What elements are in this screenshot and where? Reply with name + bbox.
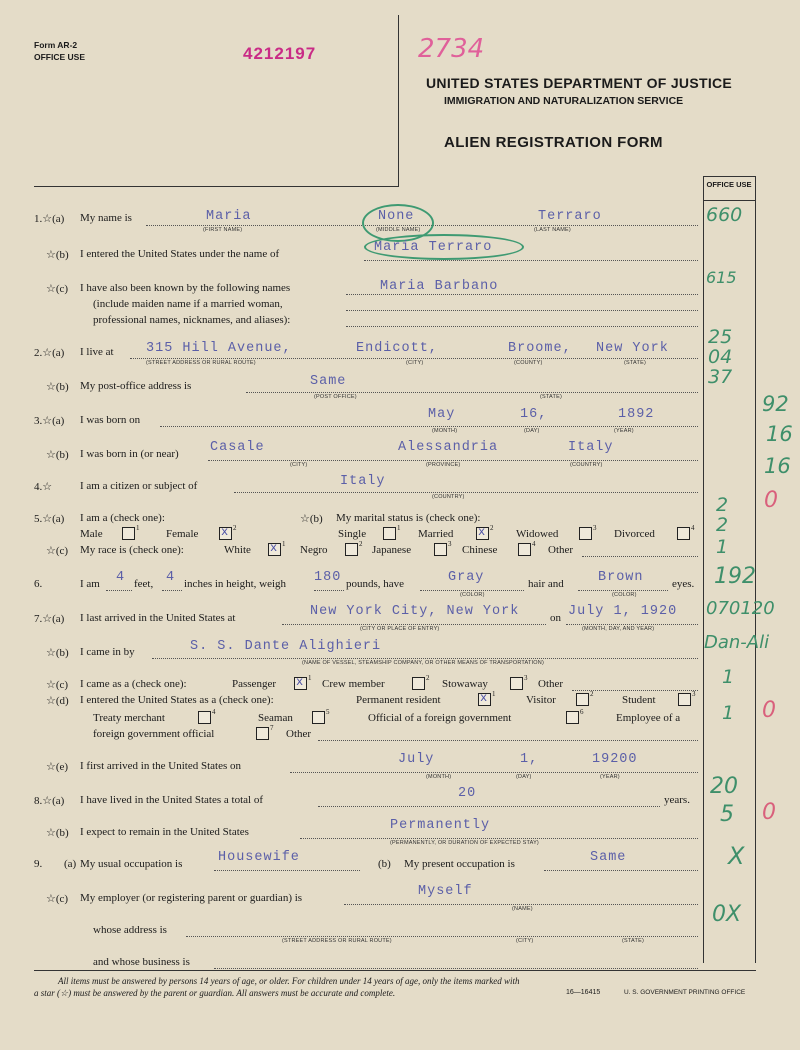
office-use-head-rule [703,200,755,201]
caption: (STATE) [622,938,644,944]
footer-printer: U. S. GOVERNMENT PRINTING OFFICE [624,989,746,996]
negro-checkbox[interactable] [345,543,358,556]
q2b-number: ☆(b) [46,381,69,393]
office-entry: 2 [716,494,729,516]
first-arrival-day: 1, [520,752,539,767]
q8a-years: years. [664,794,690,806]
divorced-checkbox[interactable] [677,527,690,540]
q5c-number: ☆(c) [46,545,69,557]
option-negro: Negro [300,544,328,556]
q7e-number: ☆(e) [46,761,69,773]
stowaway-checkbox[interactable] [510,677,523,690]
red-mark: 0 [762,698,776,723]
footer-code: 16—16415 [566,989,601,996]
option-stowaway: Stowaway [442,678,488,690]
q2a-number: 2.☆(a) [34,347,65,359]
q2b-label: My post-office address is [80,380,192,392]
q1a-number: 1.☆(a) [34,213,65,225]
q2a-label: I live at [80,346,114,358]
footer-rule [34,970,756,971]
office-entry: 615 [706,268,737,287]
q9b-sub: (b) [378,858,391,870]
q4-label: I am a citizen or subject of [80,480,198,492]
office-entry: 070120 [706,598,775,619]
caption: (YEAR) [614,428,634,434]
caption: (NAME) [512,906,533,912]
first-name: Maria [206,209,252,224]
chinese-checkbox[interactable] [518,543,531,556]
margin-entry: 16 [764,454,791,478]
check-mark: x [221,525,229,539]
option-treaty: Treaty merchant [93,712,165,724]
office-entry: 25 [708,326,733,348]
caption: (CITY OR PLACE OF ENTRY) [360,626,440,632]
single-checkbox[interactable] [383,527,396,540]
q6-number: 6. [34,578,43,590]
option-passenger: Passenger [232,678,276,690]
office-entry: 660 [706,204,743,226]
option-foreign-official: foreign government official [93,728,215,740]
caption: (CITY) [290,462,308,468]
treaty-checkbox[interactable] [198,711,211,724]
caption: (POST OFFICE) [314,394,357,400]
caption: (FIRST NAME) [203,227,243,233]
male-checkbox[interactable] [122,527,135,540]
option-employee: Employee of a [616,712,681,724]
option-divorced: Divorced [614,528,655,540]
eye-color: Brown [598,570,644,585]
q6-label: I am [80,578,100,590]
weight: 180 [314,570,342,585]
seaman-checkbox[interactable] [312,711,325,724]
caption: (MONTH, DAY, AND YEAR) [582,626,655,632]
caption: (COUNTRY) [432,494,465,500]
office-entry: 1 [722,702,735,724]
option-other: Other [548,544,574,556]
option-white: White [224,544,251,556]
q6-label: eyes. [672,578,695,590]
service-name: IMMIGRATION AND NATURALIZATION SERVICE [444,95,684,107]
registration-form: Form AR-2 OFFICE USE 4212197 2734 UNITED STATES DEPARTMENT OF JUSTICE IMMIGRATION AND NATURALIZATION SERVICE ALIEN REGISTRATION FORM OFFICE USE 1.☆(a) My name is Maria None Terraro (FIRST NAME) (MIDDLE NAME) (LAST NAME) ☆(b) I entered the United States under the name of Maria Terraro ☆(c) I have also been known by the following names (include maiden name if a married woman, professional names, nicknames, and aliases): Maria Barbano 2.☆(a) I live at 315 Hill Avenue, Endicott, Broome, New York (STREET ADDRESS OR RURAL ROUTE) (CITY) (COUNTY) (STATE) ☆(b) My post-office address is Same (POST OFFICE) (STATE) 3.☆(a) I was born on May 16, 1892 (MONTH) (DAY) (YEAR) ☆(b) I was born in (or near) Casale Alessandria Italy (CITY) (PROVINCE) (COUNTRY) 4.☆ I am a citizen or subject of Italy (COUNTRY) 5.☆(a) I am a (check one): Male 1 Female x 2 ☆(b) My marital status is (check one): Single 1 Married x 2 Widowed 3 Divorced 4 ☆(c) My race is (check one): White x 1 Negro 2 Japanese 3 Chinese 4 Other 6. I am 4 feet, 4 inches in height, weigh 180 pounds, have Gray (COLOR) hair and Brown (COLOR) eyes. 7.☆(a) I last arrived in the United States at New York City, New York (CITY OR PLACE OF ENTRY) on July 1, 1920 (MONTH, DAY, AND YEAR) ☆(b) I came in by S. S. Dante Alighieri (NAME OF VESSEL, STEAMSHIP COMPANY, OR OTHER MEANS OF TRANSPORTATION) ☆(c) I came as a (check one): Passenger x 1 Crew member 2 Stowaway 3 Other ☆(d) I entered the United States as a (check one): Permanent resident x 1 Visitor 2 Student 3 Treaty merchant 4 Seaman 5 Official of a foreign government 6 Employee of a foreign government official 7 Other ☆(e) I first arrived in the United States on July 1, 19200 (MONTH) (DAY) (YEAR) 8.☆(a) I have lived in the United States a total of 20 years. ☆(b) I expect to remain in the United States Permanently (PERMANENTLY, OR DURATION OF EXPECTED STAY) 9. (a) My usual occupation is Housewife (b) My present occupation is Same ☆(c) My employer (or registering parent or guardian) is Myself (NAME) whose address is (STREET ADDRESS OR RURAL ROUTE) (CITY) (STATE) and whose business is 660 615 25 04 37 92 16 16 2 2 1 0 192 070120 Dan-Ali 1 1 0 20 5 0 X 0X All items must be answered by persons 14 years of age, or older. For children under 14 years of age, only the items marked with a star (☆) must be answered by the parent or guardian. All answers must be accurate and complete. 16—16415 U. S. GOVERNMENT PRINTING OFFICE [0,0,800,1050]
years-lived: 20 [458,786,477,801]
margin-entry: 92 [762,392,789,416]
caption: (CITY) [516,938,534,944]
check-mark: x [480,691,488,705]
caption: (MIDDLE NAME) [376,227,421,233]
first-arrival-month: July [398,752,435,767]
caption: (STREET ADDRESS OR RURAL ROUTE) [146,360,256,366]
caption: (YEAR) [600,774,620,780]
option-other: Other [538,678,564,690]
caption: (DAY) [516,774,532,780]
student-checkbox[interactable] [678,693,691,706]
office-entry: Dan-Ali [704,632,770,653]
crew-checkbox[interactable] [412,677,425,690]
caption: (CITY) [406,360,424,366]
remain-duration: Permanently [390,818,491,833]
q5a-number: 5.☆(a) [34,513,65,525]
q7c-label: I came as a (check one): [80,678,187,690]
birth-day: 16, [520,407,548,422]
q1c-label: professional names, nicknames, and aliases): [93,314,291,326]
q1b-label: I entered the United States under the name of [80,248,280,260]
check-mark: x [478,525,486,539]
employer: Myself [418,884,473,899]
last-name: Terraro [538,209,602,224]
q3a-label: I was born on [80,414,141,426]
office-entry: 20 [710,774,738,799]
q8b-number: ☆(b) [46,827,69,839]
option-male: Male [80,528,103,540]
q6-label: hair and [528,578,564,590]
q4-number: 4.☆ [34,481,53,493]
form-id: Form AR-2 [34,40,78,50]
q7a-on: on [550,612,561,624]
q7b-label: I came in by [80,646,135,658]
caption: (STATE) [540,394,562,400]
caption: (LAST NAME) [534,227,571,233]
office-entry: 04 [708,346,733,368]
caption: (COUNTY) [514,360,543,366]
caption: (STATE) [624,360,646,366]
q6-label: feet, [134,578,154,590]
state: New York [596,341,669,356]
check-mark: x [296,675,304,689]
arrival-port: New York City, New York [310,604,520,619]
office-entry: X [728,842,745,870]
first-arrival-year: 19200 [592,752,638,767]
q9-number: 9. [34,858,43,870]
q6-label: inches in height, weigh [184,578,287,590]
birth-year: 1892 [618,407,655,422]
option-student: Student [622,694,656,706]
q7a-label: I last arrived in the United States at [80,612,236,624]
footer-line1: All items must be answered by persons 14 years of age, or older. For children under 14 years of age, only the items marked with [58,976,520,986]
caption: (DAY) [524,428,540,434]
q8a-label: I have lived in the United States a total of [80,794,263,806]
caption: (NAME OF VESSEL, STEAMSHIP COMPANY, OR OTHER MEANS OF TRANSPORTATION) [302,660,544,666]
county: Broome, [508,341,572,356]
middle-name: None [378,209,415,224]
caption: (STREET ADDRESS OR RURAL ROUTE) [282,938,392,944]
q1a-label: My name is [80,212,132,224]
q9a-sub: (a) [64,858,77,870]
handwritten-annotation: 2734 [418,34,485,64]
business-label: and whose business is [93,956,190,968]
address-label: whose address is [93,924,167,936]
hair-color: Gray [448,570,485,585]
option-chinese: Chinese [462,544,498,556]
official-checkbox[interactable] [566,711,579,724]
option-official: Official of a foreign government [368,712,512,724]
birth-country: Italy [568,440,614,455]
office-entry: 192 [714,564,756,589]
office-use-column-head: OFFICE USE [706,180,752,189]
caption: (MONTH) [426,774,452,780]
height-inches: 4 [166,570,176,585]
entry-name: Maria Terraro [374,240,493,255]
q3b-number: ☆(b) [46,449,69,461]
green-circle [364,234,524,260]
present-occupation: Same [590,850,627,865]
office-entry: 2 [716,514,729,536]
office-entry: 0X [712,902,742,927]
arrival-date: July 1, 1920 [568,604,678,619]
q9c-label: My employer (or registering parent or guardian) is [80,892,303,904]
birth-province: Alessandria [398,440,499,455]
office-entry: 1 [722,666,735,688]
q7d-number: ☆(d) [46,695,69,707]
street-address: 315 Hill Avenue, [146,341,292,356]
q1c-number: ☆(c) [46,283,69,295]
option-other: Other [286,728,312,740]
q7a-number: 7.☆(a) [34,613,65,625]
caption: (MONTH) [432,428,458,434]
office-use-label: OFFICE USE [34,52,86,62]
caption: (COLOR) [460,592,485,598]
option-crew: Crew member [322,678,385,690]
q1c-label: (include maiden name if a married woman, [93,298,283,310]
q8a-number: 8.☆(a) [34,795,65,807]
q9b-label: My present occupation is [404,858,515,870]
check-mark: x [270,541,278,555]
birth-city: Casale [210,440,265,455]
citizenship: Italy [340,474,386,489]
office-entry: 1 [716,536,729,558]
q5a-label: I am a (check one): [80,512,165,524]
city: Endicott, [356,341,438,356]
q7d-label: I entered the United States as a (check one): [80,694,274,706]
option-seaman: Seaman [258,712,293,724]
q9a-label: My usual occupation is [80,858,183,870]
q1c-label: I have also been known by the following names [80,282,291,294]
japanese-checkbox[interactable] [434,543,447,556]
height-feet: 4 [116,570,126,585]
q8b-label: I expect to remain in the United States [80,826,249,838]
q5c-label: My race is (check one): [80,544,184,556]
department-name: UNITED STATES DEPARTMENT OF JUSTICE [426,75,733,91]
visitor-checkbox[interactable] [576,693,589,706]
post-office: Same [310,374,347,389]
header-rule [34,186,399,187]
caption: (PERMANENTLY, OR DURATION OF EXPECTED STAY) [390,840,539,846]
option-japanese: Japanese [372,544,412,556]
option-female: Female [166,528,199,540]
red-mark: 0 [764,488,778,513]
form-title: ALIEN REGISTRATION FORM [444,134,663,151]
q9c-number: ☆(c) [46,893,69,905]
q7e-label: I first arrived in the United States on [80,760,241,772]
foreign-official-checkbox[interactable] [256,727,269,740]
caption: (COLOR) [612,592,637,598]
q3a-number: 3.☆(a) [34,415,65,427]
option-visitor: Visitor [526,694,556,706]
q3b-label: I was born in (or near) [80,448,179,460]
q5b-label: My marital status is (check one): [336,512,481,524]
q7c-number: ☆(c) [46,679,69,691]
caption: (PROVINCE) [426,462,461,468]
q5b-number: ☆(b) [300,513,323,525]
widowed-checkbox[interactable] [579,527,592,540]
footer-line2: a star (☆) must be answered by the parent or guardian. All answers must be accurate and complete. [34,988,396,998]
vessel-name: S. S. Dante Alighieri [190,639,382,654]
office-entry: 37 [708,366,733,388]
margin-entry: 16 [766,422,793,446]
usual-occupation: Housewife [218,850,300,865]
birth-month: May [428,407,456,422]
option-widowed: Widowed [516,528,559,540]
option-single: Single [338,528,367,540]
q7b-number: ☆(b) [46,647,69,659]
alias-name: Maria Barbano [380,279,499,294]
office-entry: 5 [720,802,734,827]
q1b-number: ☆(b) [46,249,69,261]
q6-label: pounds, have [346,578,405,590]
caption: (COUNTRY) [570,462,603,468]
serial-number: 4212197 [243,44,317,63]
option-permanent: Permanent resident [356,694,441,706]
header-divider [398,15,399,187]
red-mark: 0 [762,800,776,825]
option-married: Married [418,528,454,540]
